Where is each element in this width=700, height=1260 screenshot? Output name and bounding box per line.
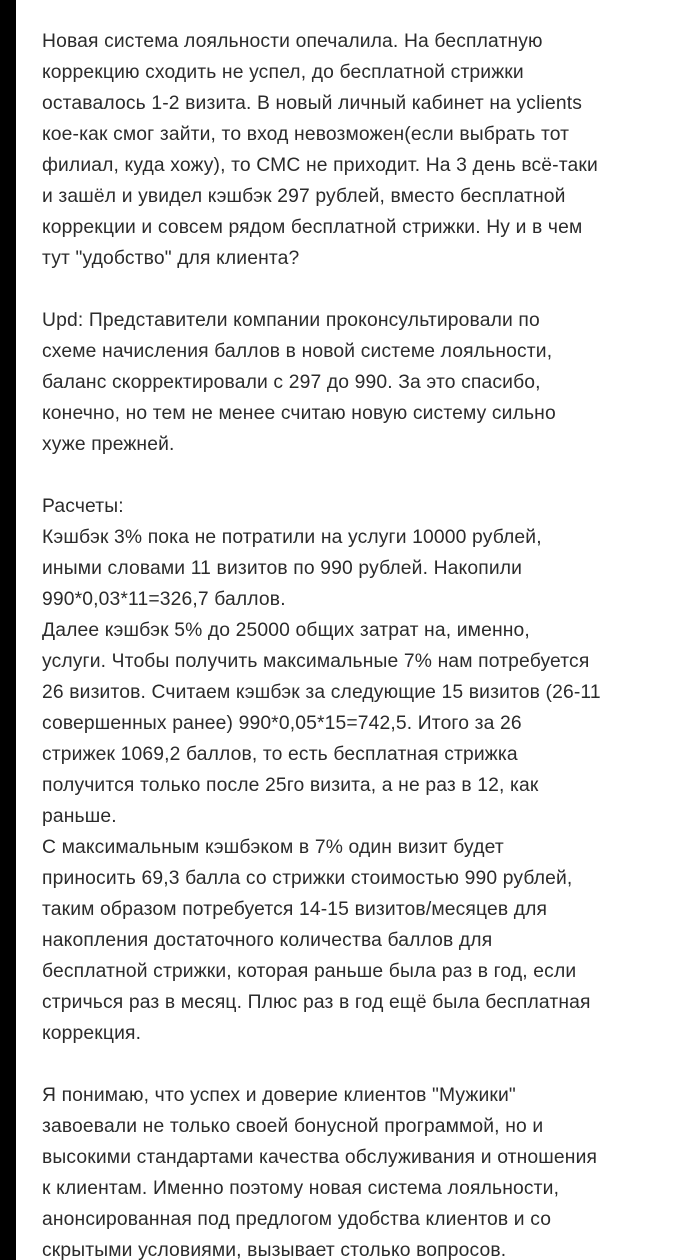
text-line: получится только после 25го визита, а не раз в 12, как xyxy=(42,775,539,796)
text-line: коррекции и совсем рядом бесплатной стрижки. Ну и в чем xyxy=(42,217,583,238)
text-line: Я понимаю, что успех и доверие клиентов "Мужики" xyxy=(42,1085,516,1106)
text-line: коррекция. xyxy=(42,1023,142,1044)
text-line: бесплатной стрижки, которая раньше была раз в год, если xyxy=(42,961,577,982)
text-line: филиал, куда хожу), то СМС не приходит. На 3 день всё-таки xyxy=(42,155,598,176)
text-line: 26 визитов. Считаем кэшбэк за следующие 15 визитов (26-11 xyxy=(42,682,601,703)
text-line: высокими стандартами качества обслуживания и отношения xyxy=(42,1147,598,1168)
text-line: Upd: Представители компании проконсультировали по xyxy=(42,310,540,331)
review-paragraph-update xyxy=(42,305,682,460)
text-line: совершенных ранее) 990*0,05*15=742,5. Итого за 26 xyxy=(42,713,522,734)
review-text xyxy=(42,26,682,1260)
text-line: завоевали не только своей бонусной программой, но и xyxy=(42,1116,544,1137)
text-line: анонсированная под предлогом удобства клиентов и со xyxy=(42,1209,552,1230)
text-line: баланс скорректировали с 297 до 990. За это спасибо, xyxy=(42,372,541,393)
paragraph-gap xyxy=(42,460,682,491)
text-line: стричься раз в месяц. Плюс раз в год ещё была бесплатная xyxy=(42,992,591,1013)
text-line: Расчеты: xyxy=(42,496,124,517)
text-line: Новая система лояльности опечалила. На бесплатную xyxy=(42,31,543,52)
review-paragraph-calculations xyxy=(42,491,682,1049)
text-line: кое-как смог зайти, то вход невозможен(если выбрать тот xyxy=(42,124,570,145)
text-line: раньше. xyxy=(42,806,117,827)
text-line: накопления достаточного количества баллов для xyxy=(42,930,493,951)
text-line: 990*0,03*11=326,7 баллов. xyxy=(42,589,286,610)
text-line: коррекцию сходить не успел, до бесплатной стрижки xyxy=(42,62,524,83)
text-line: таким образом потребуется 14-15 визитов/месяцев для xyxy=(42,899,548,920)
review-paragraph-conclusion xyxy=(42,1080,682,1260)
review-card xyxy=(16,0,700,1260)
text-line: конечно, но тем не менее считаю новую систему сильно xyxy=(42,403,556,424)
paragraph-gap xyxy=(42,1049,682,1080)
text-line: иными словами 11 визитов по 990 рублей. Накопили xyxy=(42,558,523,579)
paragraph-gap xyxy=(42,274,682,305)
text-line: Далее кэшбэк 5% до 25000 общих затрат на, именно, xyxy=(42,620,530,641)
text-line: к клиентам. Именно поэтому новая система лояльности, xyxy=(42,1178,560,1199)
text-line: услуги. Чтобы получить максимальные 7% нам потребуется xyxy=(42,651,590,672)
text-line: приносить 69,3 балла со стрижки стоимостью 990 рублей, xyxy=(42,868,573,889)
text-line: схеме начисления баллов в новой системе лояльности, xyxy=(42,341,553,362)
text-line: скрытыми условиями, вызывает столько вопросов. xyxy=(42,1240,507,1260)
text-line: стрижек 1069,2 баллов, то есть бесплатная стрижка xyxy=(42,744,518,765)
text-line: и зашёл и увидел кэшбэк 297 рублей, вместо бесплатной xyxy=(42,186,566,207)
text-line: оставалось 1-2 визита. В новый личный кабинет на yclients xyxy=(42,93,582,114)
review-paragraph-complaint xyxy=(42,26,682,274)
text-line: Кэшбэк 3% пока не потратили на услуги 10000 рублей, xyxy=(42,527,542,548)
text-line: С максимальным кэшбэком в 7% один визит будет xyxy=(42,837,504,858)
text-line: тут "удобство" для клиента? xyxy=(42,248,300,269)
text-line: хуже прежней. xyxy=(42,434,175,455)
